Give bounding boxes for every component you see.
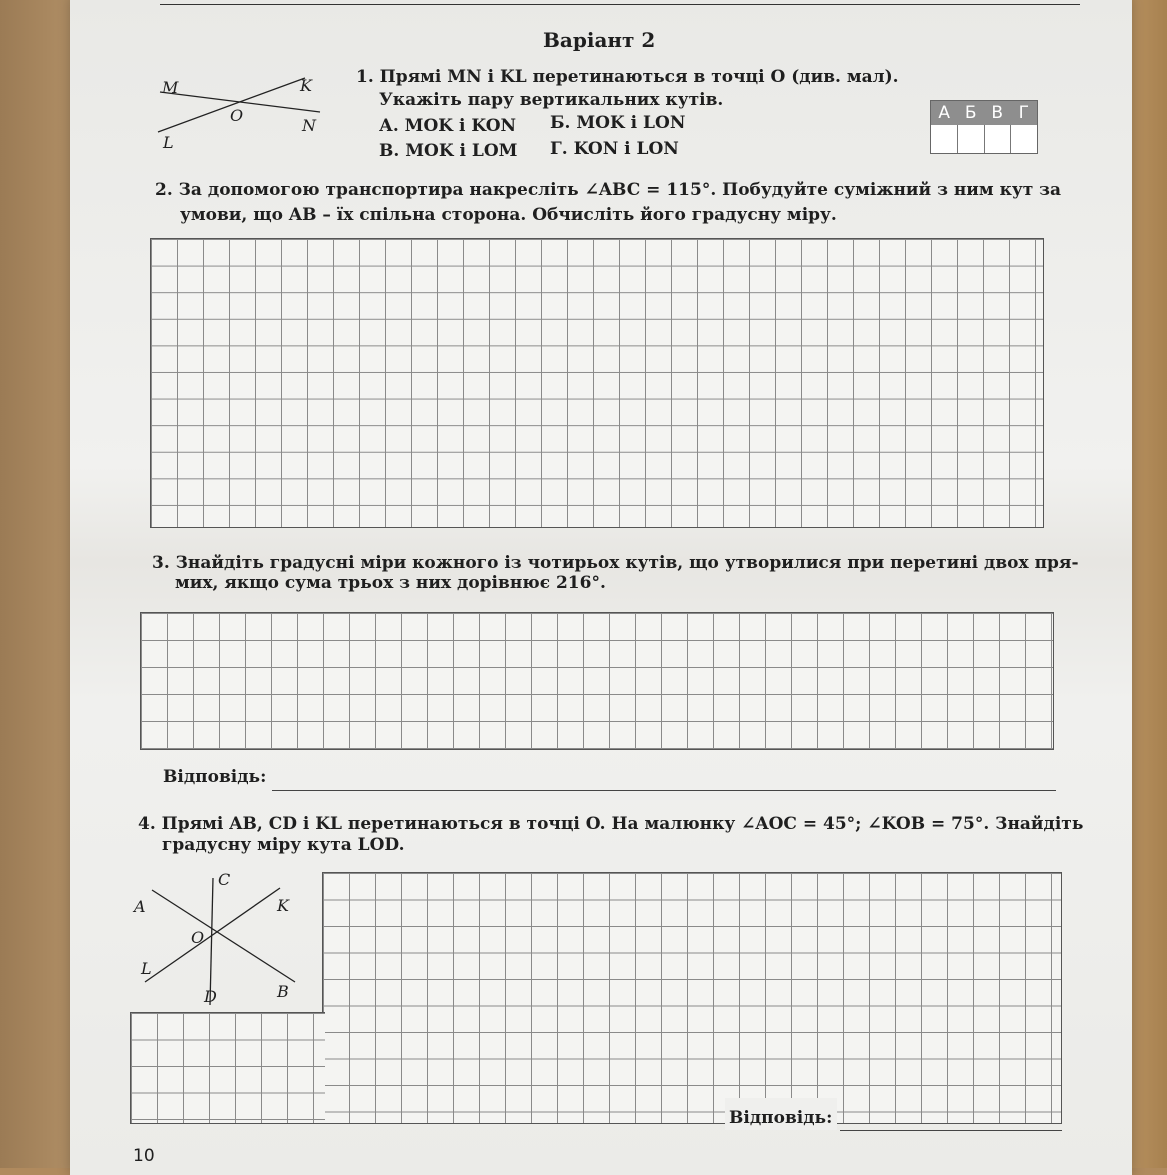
answer-col-c: В: [991, 103, 1004, 123]
answer-cell-c[interactable]: [985, 125, 1012, 153]
answer-col-b: Б: [964, 103, 977, 123]
variant-title: Варіант 2: [543, 28, 656, 52]
q4-label-c: C: [218, 870, 231, 889]
q4-answer-label: Відповідь:: [729, 1108, 833, 1128]
answer-cell-b[interactable]: [958, 125, 985, 153]
q1-text-line1: 1. Прямі MN і KL перетинаються в точці O (див. мал).: [356, 67, 899, 87]
q1-answer-table: [930, 100, 1038, 154]
q4-figure: [130, 870, 330, 1010]
q4-text-line1: 4. Прямі AB, CD і KL перетинаються в точці O. На малюнку ∠AOC = 45°; ∠KOB = 75°. Знайдіть: [138, 814, 1084, 834]
q4-label-o: O: [191, 928, 205, 947]
answer-cell-a[interactable]: [931, 125, 958, 153]
q4-answer-line[interactable]: [840, 1130, 1062, 1131]
q3-text-line2: мих, якщо сума трьох з них дорівнює 216°.: [175, 573, 606, 593]
q4-text-line2: градусну міру кута LOD.: [162, 835, 405, 855]
q2-text-line1: 2. За допомогою транспортира накресліть ∠ABC = 115°. Побудуйте суміжний з ним кут за: [155, 180, 1062, 200]
answer-col-d: Г: [1018, 103, 1029, 123]
q1-option-c: В. MOK і LOM: [379, 141, 518, 161]
q4-label-d: D: [204, 987, 217, 1006]
q1-option-b: Б. MOK і LON: [550, 113, 686, 133]
q1-option-d: Г. KON і LON: [550, 139, 679, 159]
q4-work-grid-right[interactable]: [322, 872, 1062, 1124]
q4-label-b: B: [277, 982, 289, 1001]
q3-answer-label: Відповідь:: [163, 767, 267, 787]
page-number: 10: [133, 1146, 155, 1166]
q2-work-grid[interactable]: [150, 238, 1044, 528]
q2-text-line2: умови, що AB – їх спільна сторона. Обчисліть його градусну міру.: [180, 205, 837, 225]
q1-label-n: N: [302, 116, 316, 135]
top-rule: [160, 0, 1080, 5]
q3-text-line1: 3. Знайдіть градусні міри кожного із чотирьох кутів, що утворилися при перетині двох пря-: [152, 553, 1079, 573]
line-cd: [210, 878, 213, 1005]
q1-label-o: O: [230, 106, 244, 125]
answer-col-a: А: [938, 103, 951, 123]
q1-option-a: А. MOK і KON: [379, 116, 517, 136]
q4-work-grid-bottom[interactable]: [130, 1012, 325, 1124]
q3-answer-line[interactable]: [272, 790, 1056, 791]
q4-label-k: K: [277, 896, 289, 915]
answer-table-header: [931, 101, 1037, 125]
q4-label-l: L: [141, 959, 152, 978]
q1-label-l: L: [163, 133, 174, 152]
answer-cell-d[interactable]: [1011, 125, 1037, 153]
q1-label-k: K: [300, 76, 312, 95]
q4-label-a: A: [134, 897, 146, 916]
line-ab: [152, 890, 295, 982]
answer-table-cells[interactable]: [931, 125, 1037, 153]
q3-work-grid[interactable]: [140, 612, 1054, 750]
q1-text-line2: Укажіть пару вертикальних кутів.: [379, 90, 724, 110]
q1-label-m: M: [162, 78, 179, 97]
